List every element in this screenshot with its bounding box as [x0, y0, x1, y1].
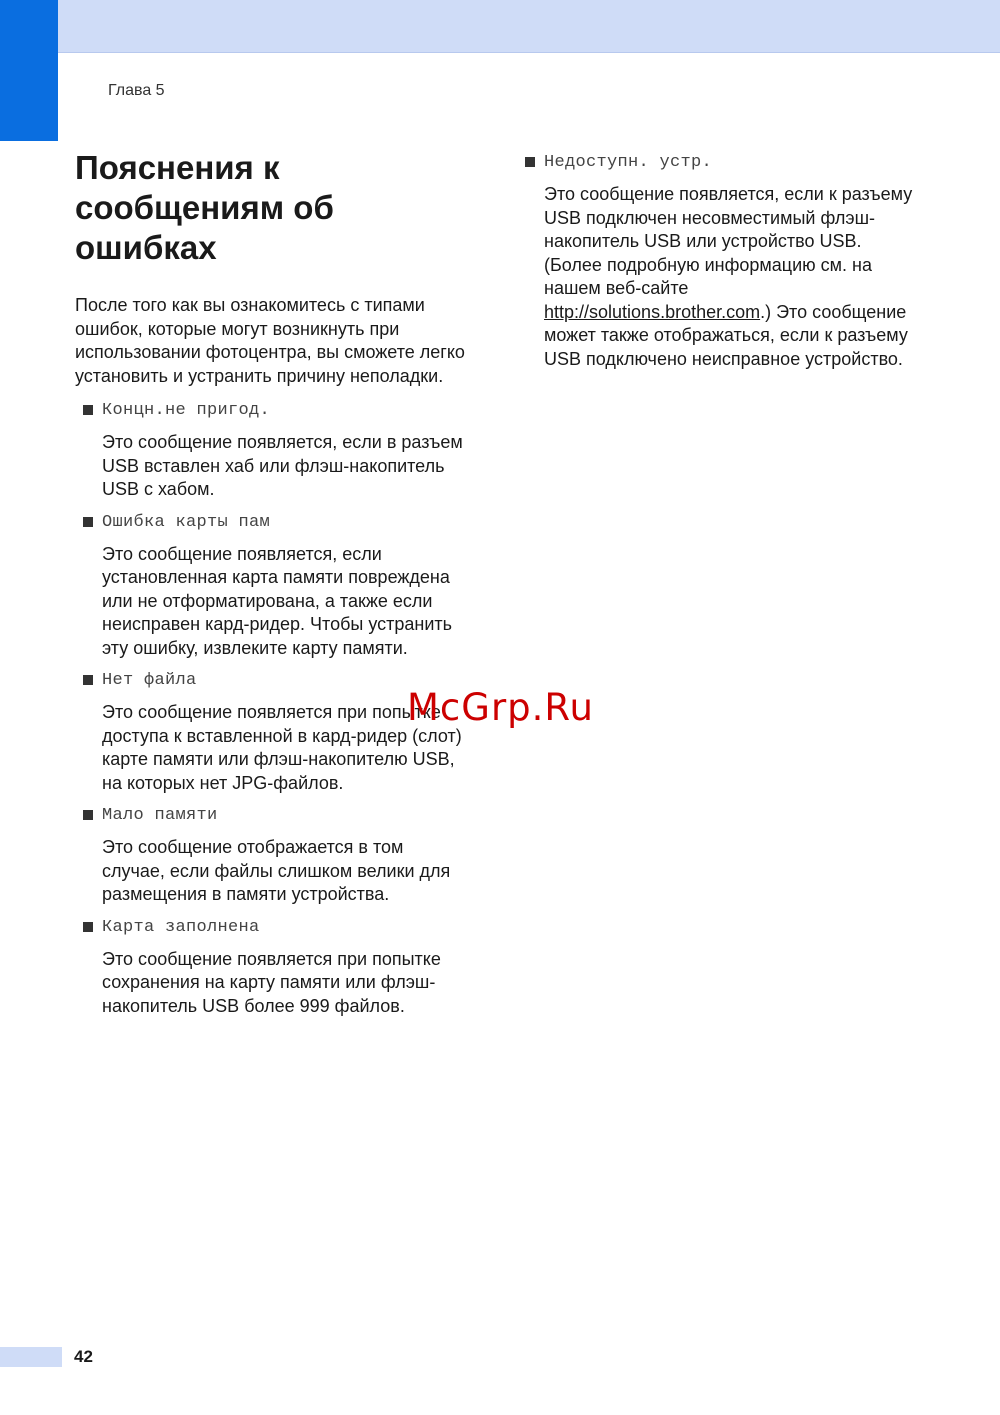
square-bullet-icon: [525, 157, 535, 167]
square-bullet-icon: [83, 675, 93, 685]
error-code: Мало памяти: [102, 806, 218, 825]
error-description: Это сообщение появляется при попытке сохранения на карту памяти или флэш-накопитель USB более 999 файлов.: [102, 948, 441, 1016]
chapter-tab: [0, 0, 58, 141]
error-item: [523, 152, 923, 371]
watermark-logo: McGrp.Ru: [407, 686, 594, 729]
page-title: [75, 148, 475, 268]
chapter-label: Глава 5: [108, 82, 165, 99]
square-bullet-icon: [83, 922, 93, 932]
error-description: Это сообщение появляется, если установленная карта памяти повреждена или не отформатирована, а также если неисправен кард-ридер. Чтобы устранить эту ошибку, извлеките карту памяти.: [102, 543, 453, 658]
left-column: [75, 148, 475, 1018]
error-description: Это сообщение появляется, если в разъем USB вставлен хаб или флэш-накопитель USB с хабом.: [102, 432, 463, 499]
error-description: Это сообщение появляется при попытке доступа к вставленной в кард-ридер (слот) карте памяти или флэш-накопителю USB, на которых нет JPG-файлов.: [102, 702, 462, 793]
right-column: [523, 152, 923, 371]
error-message: [75, 512, 475, 534]
error-code: Концн.не пригод.: [102, 401, 271, 420]
error-description: Это сообщение отображается в том случае, если файлы слишком велики для размещения в памяти устройства.: [102, 837, 451, 904]
error-message: [75, 805, 475, 827]
error-item: [75, 512, 475, 661]
title-line: Пояснения к: [75, 149, 280, 186]
square-bullet-icon: [83, 517, 93, 527]
error-code: Недоступн. устр.: [544, 153, 713, 172]
error-item: [75, 917, 475, 1019]
error-code: Карта заполнена: [102, 917, 260, 937]
description-text: .) Это сообщение может также отображаться, если к разъему USB подключено неисправное устройство.: [544, 301, 908, 369]
error-message: [75, 917, 475, 939]
header-rule: [58, 52, 1000, 53]
error-message: [523, 152, 923, 174]
error-code: Ошибка карты пам: [102, 512, 271, 532]
error-description: [544, 183, 914, 371]
support-link[interactable]: http://solutions.brother.com: [544, 301, 761, 322]
title-line: ошибках: [75, 229, 217, 266]
description-text: Это сообщение появляется, если к разъему USB подключен несовместимый флэш-накопитель USB или устройство USB. (Более подробную информацию см. на нашем веб-сайте: [544, 184, 913, 298]
error-item: [75, 805, 475, 907]
title-line: сообщениям об: [75, 189, 334, 226]
error-message: [75, 400, 475, 422]
square-bullet-icon: [83, 810, 93, 820]
intro-paragraph: После того как вы ознакомитесь с типами ошибок, которые могут возникнуть при использовании фотоцентра, вы сможете легко установить и устранить причину неполадки.: [75, 295, 465, 386]
footer-strip: [0, 1347, 62, 1367]
page-number: 42: [74, 1347, 93, 1366]
square-bullet-icon: [83, 405, 93, 415]
error-code: Нет файла: [102, 671, 197, 690]
error-item: [75, 400, 475, 502]
header-band: [0, 0, 1000, 52]
